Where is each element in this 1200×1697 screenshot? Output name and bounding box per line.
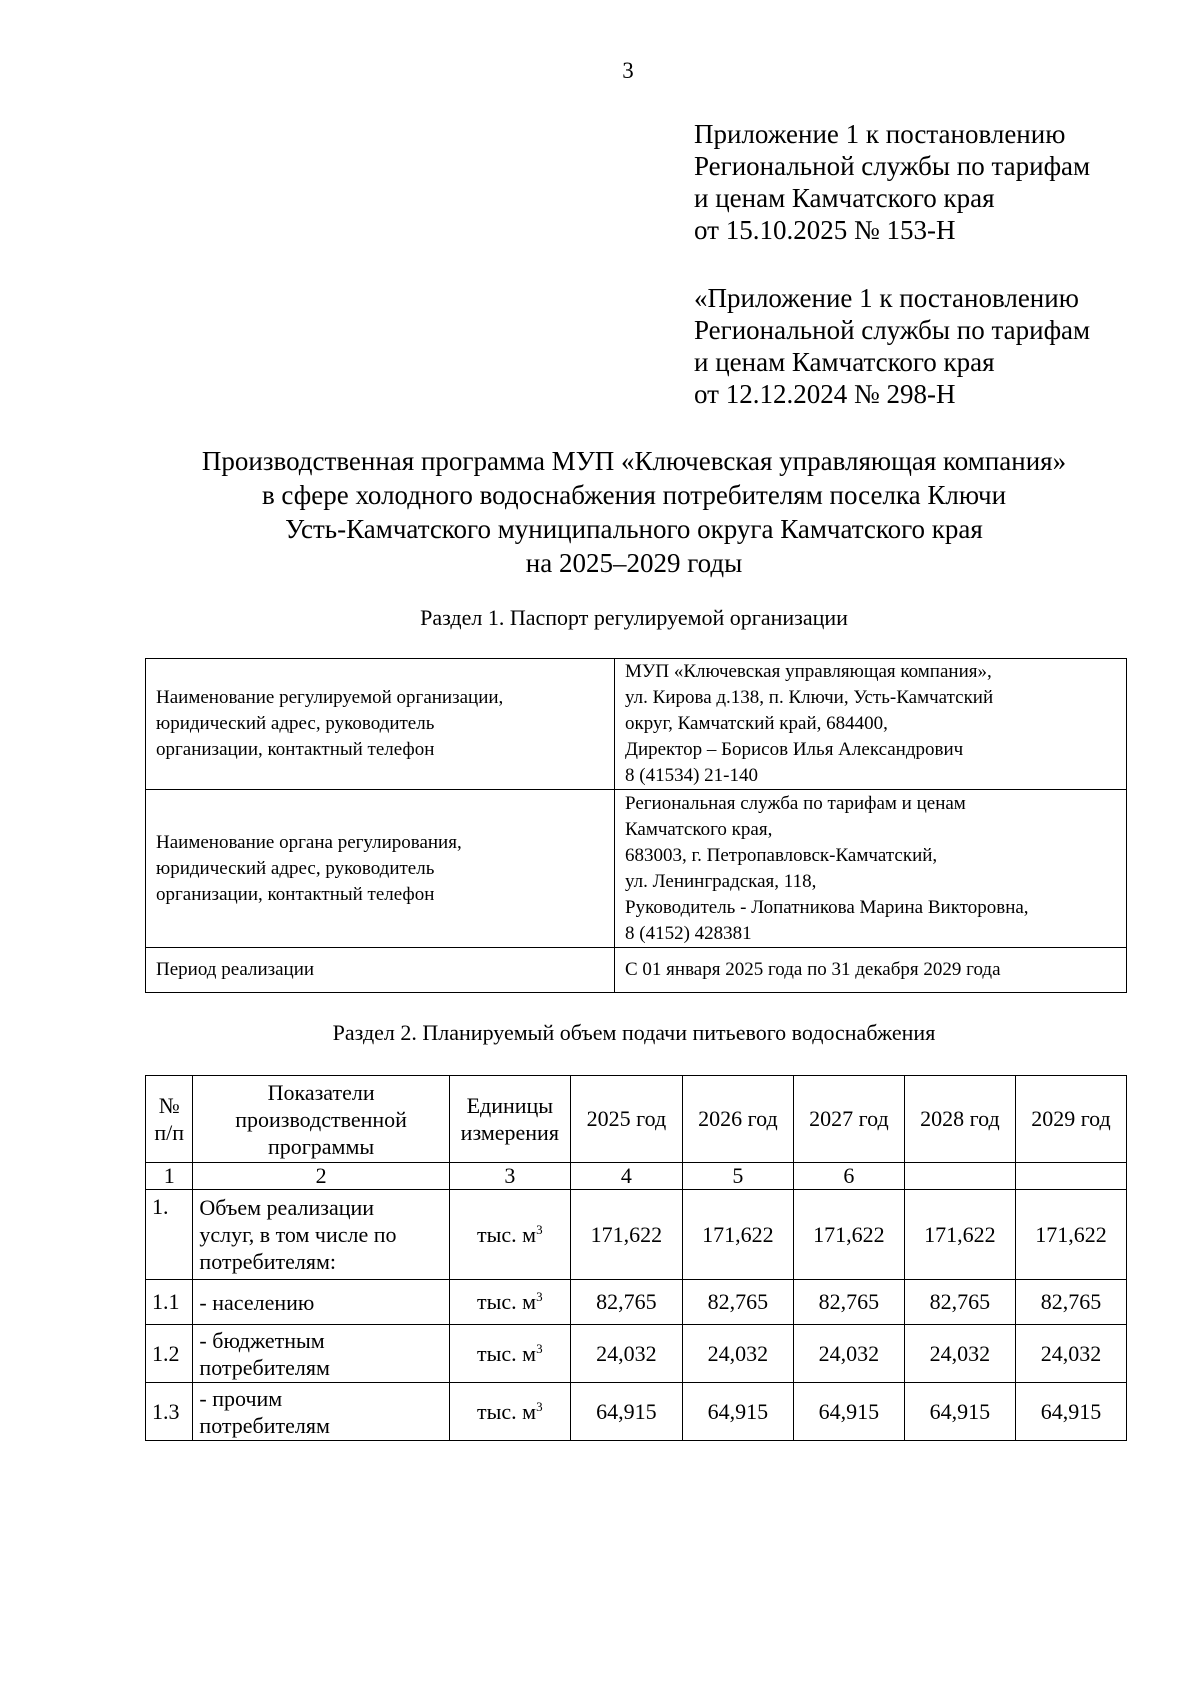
unit-sup: 3 xyxy=(536,1398,543,1414)
cell-line: Объем реализации xyxy=(199,1195,375,1220)
row-value: 64,915 xyxy=(682,1383,793,1441)
unit-text: тыс. м xyxy=(477,1221,537,1247)
table-row xyxy=(146,1280,1127,1325)
passport-table xyxy=(145,658,1127,993)
cell-line: потребителям: xyxy=(199,1249,337,1274)
row-name xyxy=(193,1325,449,1383)
row-value: 24,032 xyxy=(570,1325,682,1383)
header-year: 2029 год xyxy=(1015,1076,1126,1163)
row-value: 24,032 xyxy=(682,1325,793,1383)
section2-title: Раздел 2. Планируемый объем подачи питьевого водоснабжения xyxy=(332,1020,936,1045)
unit-text: тыс. м xyxy=(477,1289,537,1314)
cell-line: ул. Кирова д.138, п. Ключи, Усть-Камчатский xyxy=(625,687,994,708)
col-number: 4 xyxy=(570,1163,682,1190)
row-name xyxy=(193,1280,449,1325)
row-value: 82,765 xyxy=(793,1280,904,1325)
table-row xyxy=(146,659,1127,790)
header-unit xyxy=(449,1076,570,1163)
row-value: 171,622 xyxy=(682,1190,793,1280)
annex-line: и ценам Камчатского края xyxy=(694,347,995,377)
col-number: 1 xyxy=(146,1163,193,1190)
cell-line: организации, контактный телефон xyxy=(156,883,435,905)
cell-line: измерения xyxy=(460,1120,559,1145)
row-value: 82,765 xyxy=(1015,1280,1126,1325)
cell-line: - бюджетным xyxy=(199,1327,325,1353)
cell-line: Единицы xyxy=(466,1093,554,1118)
cell-line: - прочим xyxy=(199,1385,283,1411)
table-row xyxy=(146,790,1127,948)
row-unit xyxy=(449,1280,570,1325)
row-value: 64,915 xyxy=(1015,1383,1126,1441)
column-number-row xyxy=(146,1163,1127,1190)
row-value: 82,765 xyxy=(682,1280,793,1325)
cell-line: 8 (4152) 428381 xyxy=(625,922,752,944)
cell-line: № xyxy=(158,1093,180,1118)
row-unit xyxy=(449,1325,570,1383)
header-year: 2028 год xyxy=(904,1076,1015,1163)
table-row xyxy=(146,948,1127,993)
passport-value-cell xyxy=(615,659,1127,790)
row-value: 64,915 xyxy=(570,1383,682,1441)
header-year: 2026 год xyxy=(682,1076,793,1163)
passport-label-cell xyxy=(146,948,615,993)
cell-line: Директор – Борисов Илья Александрович xyxy=(625,739,964,760)
title-line: Усть-Камчатского муниципального округа Камчатского края xyxy=(285,514,983,544)
cell-line: программы xyxy=(268,1133,375,1159)
annex-line: Региональной службы по тарифам xyxy=(694,151,1091,181)
cell-line: - населению xyxy=(199,1289,315,1315)
header-num xyxy=(146,1076,193,1163)
col-number-empty xyxy=(1015,1163,1126,1190)
annex-previous-block xyxy=(694,282,1090,410)
row-value: 24,032 xyxy=(1015,1325,1126,1383)
title-line: на 2025–2029 годы xyxy=(525,548,743,578)
row-value: 24,032 xyxy=(904,1325,1015,1383)
row-value: 82,765 xyxy=(570,1280,682,1325)
header-year: 2027 год xyxy=(793,1076,904,1163)
annex-line: и ценам Камчатского края xyxy=(694,183,995,213)
row-value: 82,765 xyxy=(904,1280,1015,1325)
row-num: 1.2 xyxy=(146,1325,193,1383)
document-title xyxy=(0,444,1200,580)
table-row xyxy=(146,1383,1127,1441)
title-line: Производственная программа МУП «Ключевская управляющая компания» xyxy=(201,446,1067,476)
row-value: 171,622 xyxy=(570,1190,682,1280)
cell-line: Региональная служба по тарифам и ценам xyxy=(625,792,966,814)
row-value: 24,032 xyxy=(793,1325,904,1383)
cell-line: организации, контактный телефон xyxy=(156,739,435,760)
cell-line: 683003, г. Петропавловск-Камчатский, xyxy=(625,844,938,866)
header-row xyxy=(146,1076,1127,1163)
passport-value-cell xyxy=(615,948,1127,993)
col-number: 5 xyxy=(682,1163,793,1190)
cell-line: Период реализации xyxy=(156,959,315,980)
section1-title: Раздел 1. Паспорт регулируемой организации xyxy=(420,605,848,630)
unit-text: тыс. м xyxy=(477,1340,537,1366)
cell-line: услуг, в том числе по xyxy=(199,1222,397,1247)
passport-label-cell xyxy=(146,790,615,948)
annex-line: от 12.12.2024 № 298-Н xyxy=(694,379,956,409)
header-year: 2025 год xyxy=(570,1076,682,1163)
cell-line: Наименование регулируемой организации, xyxy=(156,687,504,708)
annex-line: Региональной службы по тарифам xyxy=(694,315,1091,345)
table-row xyxy=(146,1325,1127,1383)
row-value: 171,622 xyxy=(1015,1190,1126,1280)
col-number: 6 xyxy=(793,1163,904,1190)
cell-line: С 01 января 2025 года по 31 декабря 2029 года xyxy=(625,959,1001,980)
row-value: 171,622 xyxy=(904,1190,1015,1280)
plan-table xyxy=(145,1075,1127,1441)
unit-sup: 3 xyxy=(536,1221,543,1237)
row-unit xyxy=(449,1383,570,1441)
cell-line: 8 (41534) 21-140 xyxy=(625,765,758,786)
passport-label-cell xyxy=(146,659,615,790)
cell-line: юридический адрес, руководитель xyxy=(156,857,435,879)
row-num: 1.3 xyxy=(146,1383,193,1441)
passport-value-cell xyxy=(615,790,1127,948)
table-row xyxy=(146,1190,1127,1280)
row-unit xyxy=(449,1190,570,1280)
col-number-empty xyxy=(904,1163,1015,1190)
annex-line: Приложение 1 к постановлению xyxy=(694,119,1066,149)
unit-sup: 3 xyxy=(536,1289,543,1304)
row-value: 64,915 xyxy=(793,1383,904,1441)
cell-line: округ, Камчатский край, 684400, xyxy=(625,713,888,734)
row-num: 1. xyxy=(146,1190,193,1280)
cell-line: юридический адрес, руководитель xyxy=(156,713,435,734)
header-indicator xyxy=(193,1076,449,1163)
annex-current-block xyxy=(694,118,1090,246)
unit-text: тыс. м xyxy=(477,1398,537,1424)
cell-line: производственной xyxy=(235,1106,407,1132)
annex-line: «Приложение 1 к постановлению xyxy=(694,283,1079,313)
cell-line: Наименование органа регулирования, xyxy=(156,831,462,853)
cell-line: п/п xyxy=(154,1120,185,1145)
page-number: 3 xyxy=(622,58,634,83)
row-name xyxy=(193,1190,449,1280)
row-num: 1.1 xyxy=(146,1280,193,1325)
title-line: в сфере холодного водоснабжения потребителям поселка Ключи xyxy=(261,480,1007,510)
cell-line: Руководитель - Лопатникова Марина Викторовна, xyxy=(625,896,1029,918)
cell-line: ул. Ленинградская, 118, xyxy=(625,870,817,892)
cell-line: потребителям xyxy=(199,1354,330,1380)
annex-line: от 15.10.2025 № 153-Н xyxy=(694,215,956,245)
cell-line: МУП «Ключевская управляющая компания», xyxy=(625,661,992,682)
col-number: 3 xyxy=(449,1163,570,1190)
cell-line: Камчатского края, xyxy=(625,818,773,840)
row-value: 64,915 xyxy=(904,1383,1015,1441)
col-number: 2 xyxy=(193,1163,449,1190)
unit-sup: 3 xyxy=(536,1340,543,1356)
row-name xyxy=(193,1383,449,1441)
row-value: 171,622 xyxy=(793,1190,904,1280)
cell-line: Показатели xyxy=(267,1079,375,1105)
cell-line: потребителям xyxy=(199,1412,330,1438)
